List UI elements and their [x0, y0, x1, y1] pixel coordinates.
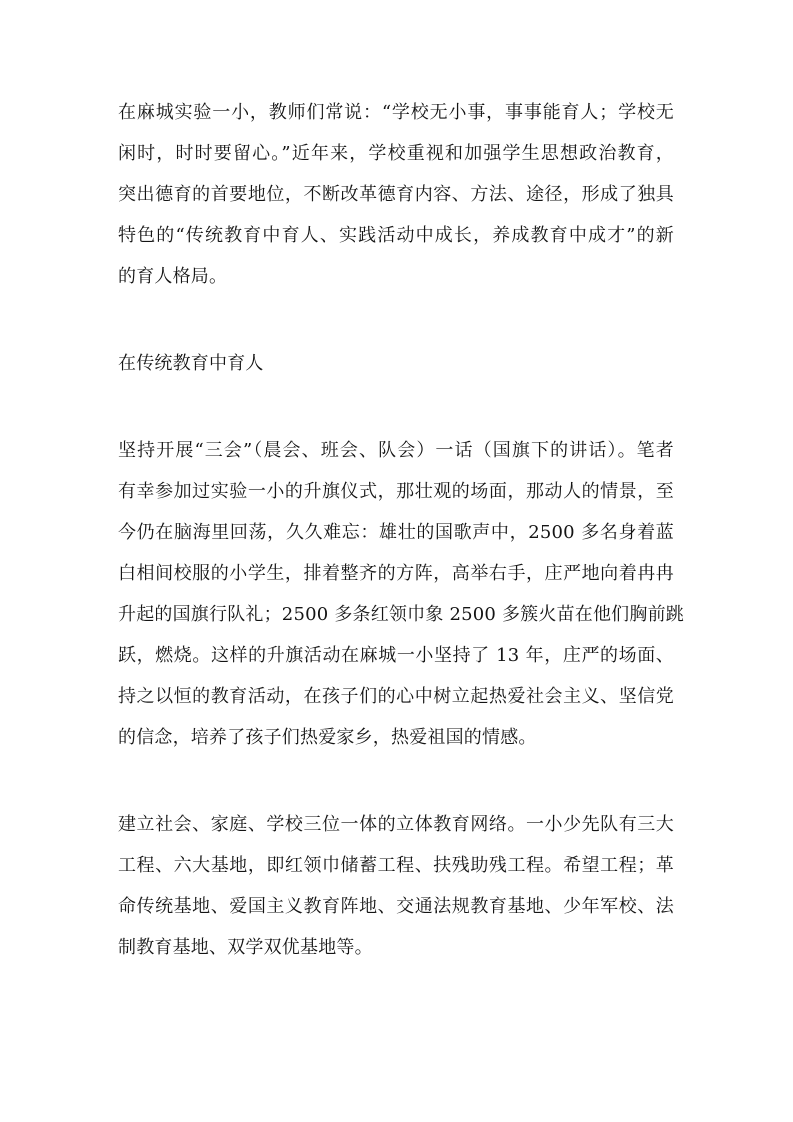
text-line: 升起的国旗行队礼；2500 多条红领巾象 2500 多簇火苗在他们胸前跳 [118, 604, 684, 625]
text-line: 闲时，时时要留心。”近年来，学校重视和加强学生思想政治教育， [118, 143, 674, 164]
text-line: 有幸参加过实验一小的升旗仪式，那壮观的场面，那动人的情景，至 [118, 481, 674, 502]
text-line: 持之以恒的教育活动，在孩子们的心中树立起热爱社会主义、坚信党 [118, 686, 674, 707]
document-body [118, 92, 684, 968]
text-line: 突出德育的首要地位，不断改革德育内容、方法、途径，形成了独具 [118, 184, 674, 205]
text-line: 在传统教育中育人 [118, 353, 264, 374]
text-line: 的育人格局。 [118, 266, 228, 287]
text-line: 特色的“传统教育中育人、实践活动中成长，养成教育中成才”的新 [118, 225, 674, 246]
text-line: 坚持开展“三会”（晨会、班会、队会）一话（国旗下的讲话）。笔者 [118, 440, 674, 461]
text-line: 白相间校服的小学生，排着整齐的方阵，高举右手，庄严地向着冉冉 [118, 563, 674, 584]
text-line: 跃，燃烧。这样的升旗活动在麻城一小坚持了 13 年，庄严的场面、 [118, 645, 674, 666]
text-line: 在麻城实验一小，教师们常说：“学校无小事，事事能育人；学校无 [118, 102, 674, 123]
text-line: 建立社会、家庭、学校三位一体的立体教育网络。一小少先队有三大 [118, 814, 674, 835]
text-line: 制教育基地、双学双优基地等。 [118, 937, 373, 958]
paragraph [118, 430, 684, 758]
text-line: 今仍在脑海里回荡，久久难忘：雄壮的国歌声中，2500 多名身着蓝 [118, 522, 674, 543]
text-line: 的信念，培养了孩子们热爱家乡，热爱祖国的情感。 [118, 727, 537, 748]
paragraph [118, 804, 674, 968]
paragraph [118, 92, 674, 297]
text-line: 命传统基地、爱国主义教育阵地、交通法规教育基地、少年军校、法 [118, 896, 674, 917]
section-heading [118, 343, 674, 384]
text-line: 工程、六大基地，即红领巾储蓄工程、扶残助残工程。希望工程；革 [118, 855, 674, 876]
